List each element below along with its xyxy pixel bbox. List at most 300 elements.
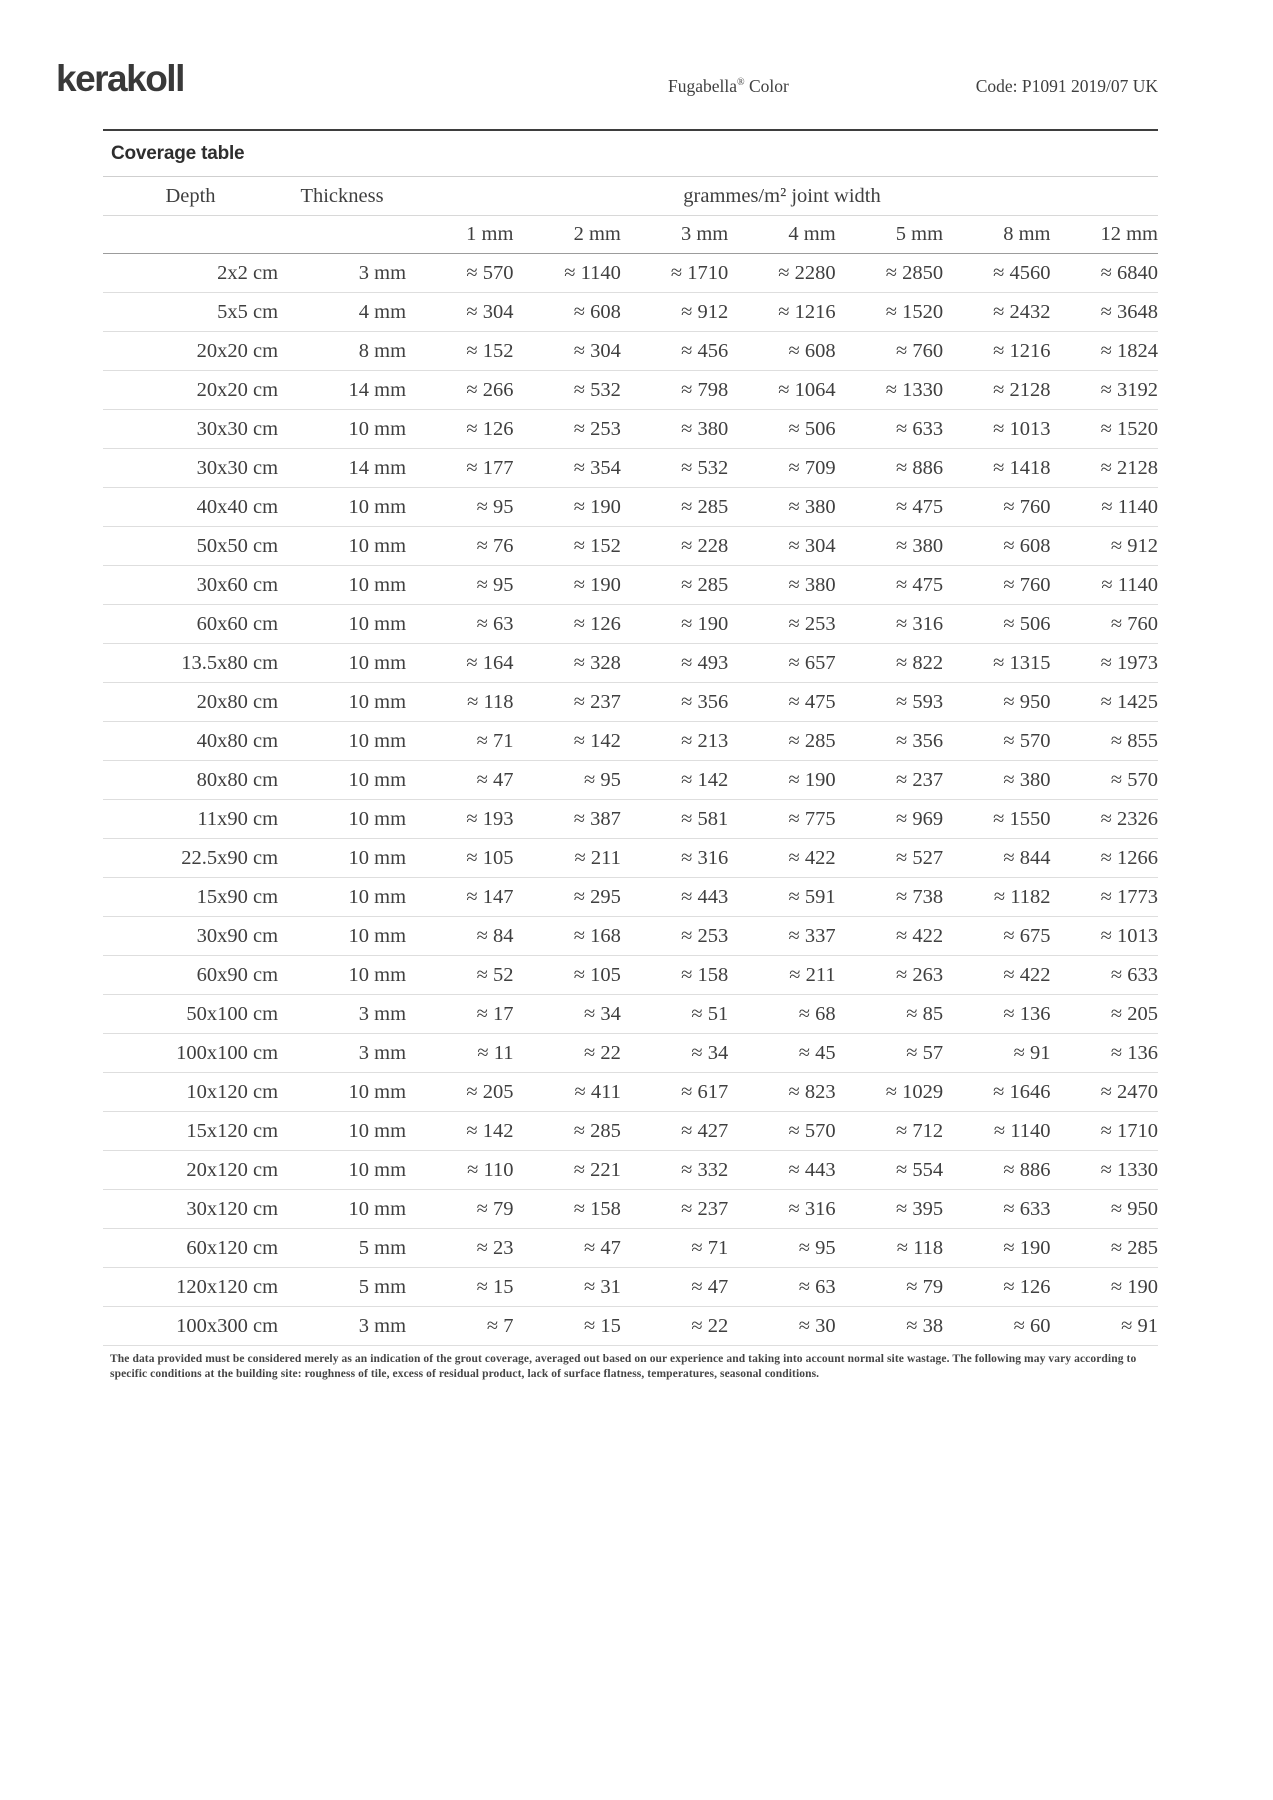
column-header-depth: Depth [103,177,278,216]
value-cell: ≈ 84 [406,917,513,956]
thickness-cell: 10 mm [278,722,406,761]
value-cell: ≈ 760 [836,332,943,371]
value-cell: ≈ 1140 [1050,488,1158,527]
coverage-table [103,176,1158,1346]
value-cell: ≈ 633 [836,410,943,449]
value-cell: ≈ 1773 [1050,878,1158,917]
value-cell: ≈ 1824 [1050,332,1158,371]
value-cell: ≈ 142 [406,1112,513,1151]
value-cell: ≈ 633 [1050,956,1158,995]
value-cell: ≈ 411 [513,1073,620,1112]
table-row [103,566,1158,605]
thickness-cell: 3 mm [278,995,406,1034]
value-cell: ≈ 285 [621,566,728,605]
table-row [103,878,1158,917]
value-cell: ≈ 118 [836,1229,943,1268]
thickness-cell: 10 mm [278,644,406,683]
value-cell: ≈ 2280 [728,254,835,293]
value-cell: ≈ 3648 [1050,293,1158,332]
value-cell: ≈ 1013 [943,410,1050,449]
value-cell: ≈ 422 [728,839,835,878]
thickness-cell: 14 mm [278,371,406,410]
value-cell: ≈ 15 [406,1268,513,1307]
depth-cell: 11x90 cm [103,800,278,839]
depth-cell: 40x40 cm [103,488,278,527]
table-row [103,839,1158,878]
value-cell: ≈ 427 [621,1112,728,1151]
table-row [103,1073,1158,1112]
value-cell: ≈ 475 [836,488,943,527]
thickness-cell: 3 mm [278,1307,406,1346]
value-cell: ≈ 328 [513,644,620,683]
table-row [103,605,1158,644]
value-cell: ≈ 47 [513,1229,620,1268]
table-row [103,371,1158,410]
value-cell: ≈ 738 [836,878,943,917]
table-row [103,527,1158,566]
value-cell: ≈ 1520 [836,293,943,332]
value-cell: ≈ 1710 [1050,1112,1158,1151]
value-cell: ≈ 395 [836,1190,943,1229]
value-cell: ≈ 60 [943,1307,1050,1346]
depth-cell: 30x90 cm [103,917,278,956]
value-cell: ≈ 1140 [513,254,620,293]
value-cell: ≈ 506 [728,410,835,449]
value-cell: ≈ 71 [406,722,513,761]
column-header-5mm: 5 mm [836,216,943,254]
value-cell: ≈ 2470 [1050,1073,1158,1112]
value-cell: ≈ 47 [406,761,513,800]
value-cell: ≈ 190 [1050,1268,1158,1307]
value-cell: ≈ 356 [621,683,728,722]
value-cell: ≈ 1140 [1050,566,1158,605]
table-row [103,254,1158,293]
value-cell: ≈ 34 [621,1034,728,1073]
value-cell: ≈ 1315 [943,644,1050,683]
value-cell: ≈ 617 [621,1073,728,1112]
value-cell: ≈ 608 [513,293,620,332]
value-cell: ≈ 1550 [943,800,1050,839]
value-cell: ≈ 912 [1050,527,1158,566]
value-cell: ≈ 1973 [1050,644,1158,683]
value-cell: ≈ 593 [836,683,943,722]
value-cell: ≈ 22 [513,1034,620,1073]
value-cell: ≈ 158 [621,956,728,995]
value-cell: ≈ 775 [728,800,835,839]
value-cell: ≈ 190 [728,761,835,800]
table-body [103,254,1158,1346]
value-cell: ≈ 190 [621,605,728,644]
value-cell: ≈ 51 [621,995,728,1034]
value-cell: ≈ 253 [621,917,728,956]
value-cell: ≈ 1216 [728,293,835,332]
value-cell: ≈ 886 [943,1151,1050,1190]
thickness-cell: 10 mm [278,566,406,605]
value-cell: ≈ 11 [406,1034,513,1073]
value-cell: ≈ 912 [621,293,728,332]
value-cell: ≈ 31 [513,1268,620,1307]
value-cell: ≈ 527 [836,839,943,878]
value-cell: ≈ 237 [513,683,620,722]
thickness-cell: 10 mm [278,1073,406,1112]
value-cell: ≈ 591 [728,878,835,917]
table-row [103,956,1158,995]
table-row [103,1112,1158,1151]
value-cell: ≈ 126 [943,1268,1050,1307]
depth-cell: 20x80 cm [103,683,278,722]
value-cell: ≈ 126 [406,410,513,449]
depth-cell: 13.5x80 cm [103,644,278,683]
value-cell: ≈ 380 [728,566,835,605]
value-cell: ≈ 136 [943,995,1050,1034]
table-row [103,488,1158,527]
thickness-cell: 10 mm [278,410,406,449]
depth-cell: 15x120 cm [103,1112,278,1151]
value-cell: ≈ 205 [406,1073,513,1112]
value-cell: ≈ 570 [406,254,513,293]
value-cell: ≈ 443 [728,1151,835,1190]
value-cell: ≈ 7 [406,1307,513,1346]
value-cell: ≈ 38 [836,1307,943,1346]
value-cell: ≈ 295 [513,878,620,917]
value-cell: ≈ 285 [513,1112,620,1151]
value-cell: ≈ 190 [513,488,620,527]
value-cell: ≈ 354 [513,449,620,488]
value-cell: ≈ 475 [836,566,943,605]
value-cell: ≈ 760 [1050,605,1158,644]
value-cell: ≈ 3192 [1050,371,1158,410]
value-cell: ≈ 855 [1050,722,1158,761]
value-cell: ≈ 380 [728,488,835,527]
depth-cell: 80x80 cm [103,761,278,800]
thickness-cell: 4 mm [278,293,406,332]
column-header-1mm: 1 mm [406,216,513,254]
value-cell: ≈ 304 [513,332,620,371]
value-cell: ≈ 253 [513,410,620,449]
depth-cell: 30x30 cm [103,449,278,488]
value-cell: ≈ 1425 [1050,683,1158,722]
value-cell: ≈ 422 [836,917,943,956]
depth-cell: 60x120 cm [103,1229,278,1268]
value-cell: ≈ 2128 [1050,449,1158,488]
value-cell: ≈ 152 [513,527,620,566]
thickness-cell: 10 mm [278,488,406,527]
value-cell: ≈ 675 [943,917,1050,956]
value-cell: ≈ 304 [728,527,835,566]
value-cell: ≈ 285 [621,488,728,527]
value-cell: ≈ 332 [621,1151,728,1190]
value-cell: ≈ 709 [728,449,835,488]
value-cell: ≈ 211 [513,839,620,878]
value-cell: ≈ 158 [513,1190,620,1229]
value-cell: ≈ 63 [728,1268,835,1307]
depth-cell: 50x100 cm [103,995,278,1034]
product-name-text: Fugabella [668,76,738,96]
value-cell: ≈ 263 [836,956,943,995]
value-cell: ≈ 570 [728,1112,835,1151]
value-cell: ≈ 532 [513,371,620,410]
value-cell: ≈ 581 [621,800,728,839]
value-cell: ≈ 493 [621,644,728,683]
value-cell: ≈ 456 [621,332,728,371]
value-cell: ≈ 316 [836,605,943,644]
value-cell: ≈ 886 [836,449,943,488]
depth-cell: 5x5 cm [103,293,278,332]
value-cell: ≈ 110 [406,1151,513,1190]
value-cell: ≈ 147 [406,878,513,917]
value-cell: ≈ 422 [943,956,1050,995]
depth-cell: 30x30 cm [103,410,278,449]
depth-cell: 22.5x90 cm [103,839,278,878]
value-cell: ≈ 760 [943,488,1050,527]
value-cell: ≈ 142 [621,761,728,800]
value-cell: ≈ 1216 [943,332,1050,371]
value-cell: ≈ 71 [621,1229,728,1268]
value-cell: ≈ 316 [728,1190,835,1229]
value-cell: ≈ 45 [728,1034,835,1073]
value-cell: ≈ 237 [621,1190,728,1229]
thickness-cell: 8 mm [278,332,406,371]
depth-cell: 60x60 cm [103,605,278,644]
value-cell: ≈ 2128 [943,371,1050,410]
column-header-thickness: Thickness [278,177,406,216]
value-cell: ≈ 2432 [943,293,1050,332]
value-cell: ≈ 823 [728,1073,835,1112]
value-cell: ≈ 554 [836,1151,943,1190]
value-cell: ≈ 136 [1050,1034,1158,1073]
value-cell: ≈ 23 [406,1229,513,1268]
depth-cell: 40x80 cm [103,722,278,761]
depth-cell: 100x300 cm [103,1307,278,1346]
thickness-cell: 3 mm [278,1034,406,1073]
value-cell: ≈ 844 [943,839,1050,878]
table-row [103,761,1158,800]
value-cell: ≈ 316 [621,839,728,878]
value-cell: ≈ 213 [621,722,728,761]
depth-cell: 100x100 cm [103,1034,278,1073]
table-row [103,1190,1158,1229]
table-row [103,1229,1158,1268]
value-cell: ≈ 63 [406,605,513,644]
top-rule [103,129,1158,131]
thickness-cell: 10 mm [278,527,406,566]
value-cell: ≈ 387 [513,800,620,839]
value-cell: ≈ 79 [406,1190,513,1229]
value-cell: ≈ 1013 [1050,917,1158,956]
value-cell: ≈ 152 [406,332,513,371]
depth-cell: 60x90 cm [103,956,278,995]
value-cell: ≈ 105 [513,956,620,995]
value-cell: ≈ 193 [406,800,513,839]
value-cell: ≈ 304 [406,293,513,332]
table-row [103,722,1158,761]
value-cell: ≈ 337 [728,917,835,956]
value-cell: ≈ 608 [728,332,835,371]
table-row [103,332,1158,371]
product-name [668,76,789,97]
table-row [103,449,1158,488]
table-row [103,1307,1158,1346]
value-cell: ≈ 285 [1050,1229,1158,1268]
value-cell: ≈ 570 [1050,761,1158,800]
value-cell: ≈ 969 [836,800,943,839]
table-row [103,1151,1158,1190]
footnote: The data provided must be considered merely as an indication of the grout coverage, averaged out based on our experience and taking into account normal site wastage. The following may vary according to specific conditions at the building site: roughness of tile, excess of residual product, lack of surface flatness, temperatures, seasonal conditions. [110,1353,1137,1381]
value-cell: ≈ 95 [406,566,513,605]
column-header-2mm: 2 mm [513,216,620,254]
value-cell: ≈ 798 [621,371,728,410]
value-cell: ≈ 105 [406,839,513,878]
table-row [103,995,1158,1034]
table-row [103,293,1158,332]
thickness-cell: 10 mm [278,878,406,917]
thickness-cell: 14 mm [278,449,406,488]
table-row [103,644,1158,683]
column-header-12mm: 12 mm [1050,216,1158,254]
table-row [103,683,1158,722]
value-cell: ≈ 506 [943,605,1050,644]
value-cell: ≈ 177 [406,449,513,488]
value-cell: ≈ 1646 [943,1073,1050,1112]
empty-header-cell [103,216,278,254]
value-cell: ≈ 4560 [943,254,1050,293]
column-header-3mm: 3 mm [621,216,728,254]
value-cell: ≈ 30 [728,1307,835,1346]
value-cell: ≈ 1418 [943,449,1050,488]
value-cell: ≈ 164 [406,644,513,683]
table-row [103,800,1158,839]
value-cell: ≈ 380 [621,410,728,449]
value-cell: ≈ 228 [621,527,728,566]
kerakoll-logo: kerakoll [56,58,184,99]
value-cell: ≈ 15 [513,1307,620,1346]
value-cell: ≈ 266 [406,371,513,410]
value-cell: ≈ 1029 [836,1073,943,1112]
depth-cell: 10x120 cm [103,1073,278,1112]
value-cell: ≈ 126 [513,605,620,644]
value-cell: ≈ 47 [621,1268,728,1307]
value-cell: ≈ 190 [513,566,620,605]
thickness-cell: 10 mm [278,1112,406,1151]
value-cell: ≈ 17 [406,995,513,1034]
value-cell: ≈ 1520 [1050,410,1158,449]
value-cell: ≈ 95 [513,761,620,800]
depth-cell: 15x90 cm [103,878,278,917]
value-cell: ≈ 95 [728,1229,835,1268]
value-cell: ≈ 760 [943,566,1050,605]
value-cell: ≈ 95 [406,488,513,527]
value-cell: ≈ 1330 [1050,1151,1158,1190]
thickness-cell: 10 mm [278,1190,406,1229]
value-cell: ≈ 168 [513,917,620,956]
thickness-cell: 10 mm [278,761,406,800]
value-cell: ≈ 443 [621,878,728,917]
value-cell: ≈ 76 [406,527,513,566]
value-cell: ≈ 190 [943,1229,1050,1268]
value-cell: ≈ 91 [1050,1307,1158,1346]
value-cell: ≈ 22 [621,1307,728,1346]
value-cell: ≈ 221 [513,1151,620,1190]
value-cell: ≈ 52 [406,956,513,995]
value-cell: ≈ 570 [943,722,1050,761]
value-cell: ≈ 285 [728,722,835,761]
depth-cell: 30x60 cm [103,566,278,605]
value-cell: ≈ 1710 [621,254,728,293]
value-cell: ≈ 1064 [728,371,835,410]
thickness-cell: 5 mm [278,1268,406,1307]
value-cell: ≈ 91 [943,1034,1050,1073]
value-cell: ≈ 142 [513,722,620,761]
depth-cell: 20x120 cm [103,1151,278,1190]
depth-cell: 20x20 cm [103,332,278,371]
value-cell: ≈ 211 [728,956,835,995]
depth-cell: 50x50 cm [103,527,278,566]
value-cell: ≈ 57 [836,1034,943,1073]
table-row [103,1034,1158,1073]
value-cell: ≈ 712 [836,1112,943,1151]
document-code: Code: P1091 2019/07 UK [975,76,1158,96]
value-cell: ≈ 1266 [1050,839,1158,878]
value-cell: ≈ 822 [836,644,943,683]
empty-header-cell [278,216,406,254]
value-cell: ≈ 85 [836,995,943,1034]
column-header-4mm: 4 mm [728,216,835,254]
thickness-cell: 10 mm [278,917,406,956]
value-cell: ≈ 950 [1050,1190,1158,1229]
value-cell: ≈ 532 [621,449,728,488]
value-cell: ≈ 237 [836,761,943,800]
depth-cell: 2x2 cm [103,254,278,293]
thickness-cell: 10 mm [278,683,406,722]
column-header-8mm: 8 mm [943,216,1050,254]
table-header-row-widths [103,216,1158,254]
section-title: Coverage table [111,143,245,164]
depth-cell: 20x20 cm [103,371,278,410]
value-cell: ≈ 633 [943,1190,1050,1229]
value-cell: ≈ 1140 [943,1112,1050,1151]
value-cell: ≈ 118 [406,683,513,722]
value-cell: ≈ 380 [836,527,943,566]
thickness-cell: 10 mm [278,1151,406,1190]
thickness-cell: 10 mm [278,800,406,839]
registered-trademark-symbol: ® [737,77,745,89]
value-cell: ≈ 34 [513,995,620,1034]
value-cell: ≈ 205 [1050,995,1158,1034]
table-row [103,410,1158,449]
value-cell: ≈ 1182 [943,878,1050,917]
value-cell: ≈ 2326 [1050,800,1158,839]
thickness-cell: 3 mm [278,254,406,293]
table-row [103,1268,1158,1307]
thickness-cell: 10 mm [278,956,406,995]
thickness-cell: 10 mm [278,839,406,878]
table-header-row-groups [103,177,1158,216]
value-cell: ≈ 608 [943,527,1050,566]
depth-cell: 30x120 cm [103,1190,278,1229]
value-cell: ≈ 2850 [836,254,943,293]
value-cell: ≈ 356 [836,722,943,761]
value-cell: ≈ 6840 [1050,254,1158,293]
table-row [103,917,1158,956]
value-cell: ≈ 950 [943,683,1050,722]
value-cell: ≈ 380 [943,761,1050,800]
value-cell: ≈ 79 [836,1268,943,1307]
column-header-joint-width-group: grammes/m² joint width [406,177,1158,216]
depth-cell: 120x120 cm [103,1268,278,1307]
value-cell: ≈ 68 [728,995,835,1034]
value-cell: ≈ 1330 [836,371,943,410]
product-suffix-text: Color [744,76,789,96]
